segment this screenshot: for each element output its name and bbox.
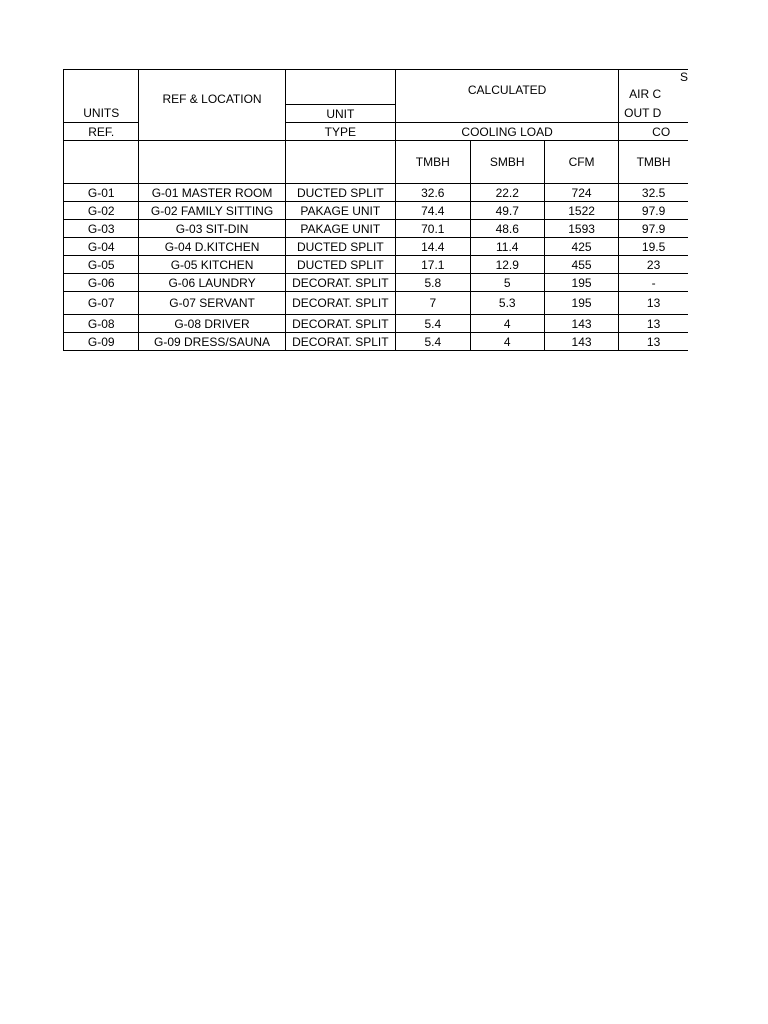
cell-type: DECORAT. SPLIT xyxy=(285,292,395,315)
cell-smbh: 4 xyxy=(470,315,544,333)
cell-tmbh: 74.4 xyxy=(396,202,470,220)
cell-ref: G-05 xyxy=(64,256,139,274)
cell-cfm: 455 xyxy=(544,256,618,274)
cell-tmbh: 7 xyxy=(396,292,470,315)
cell-location: G-08 DRIVER xyxy=(139,315,285,333)
cell-location: G-01 MASTER ROOM xyxy=(139,184,285,202)
header-selected-letter: S xyxy=(679,70,688,85)
cell-cfm: 143 xyxy=(544,315,618,333)
cell-type: PAKAGE UNIT xyxy=(285,202,395,220)
cell-selected-tmbh: - xyxy=(619,274,688,292)
cell-selected-tmbh: 13 xyxy=(619,315,688,333)
cell-tmbh: 5.8 xyxy=(396,274,470,292)
sub-blank-ref xyxy=(64,141,139,184)
cell-ref: G-03 xyxy=(64,220,139,238)
cell-type: DECORAT. SPLIT xyxy=(285,274,395,292)
table-row xyxy=(64,202,689,220)
header-selected-line1: AIR C xyxy=(629,87,662,102)
cell-location: G-03 SIT-DIN xyxy=(139,220,285,238)
sub-col-selected-tmbh: TMBH xyxy=(619,141,688,184)
table-row xyxy=(64,184,689,202)
cell-cfm: 195 xyxy=(544,274,618,292)
cell-selected-tmbh: 13 xyxy=(619,292,688,315)
cell-ref: G-02 xyxy=(64,202,139,220)
header-type: TYPE xyxy=(285,123,395,141)
header-row-top xyxy=(64,70,689,105)
sub-col-cfm: CFM xyxy=(544,141,618,184)
cell-ref: G-06 xyxy=(64,274,139,292)
header-row-sub xyxy=(64,141,689,184)
cell-selected-tmbh: 97.9 xyxy=(619,220,688,238)
cell-cfm: 724 xyxy=(544,184,618,202)
header-calculated: CALCULATED xyxy=(396,70,619,123)
cell-cfm: 143 xyxy=(544,333,618,351)
cell-cfm: 1522 xyxy=(544,202,618,220)
cell-type: DUCTED SPLIT xyxy=(285,256,395,274)
cooling-load-table xyxy=(63,69,688,351)
cell-ref: G-07 xyxy=(64,292,139,315)
cell-cfm: 195 xyxy=(544,292,618,315)
cell-type: DECORAT. SPLIT xyxy=(285,315,395,333)
cell-smbh: 5.3 xyxy=(470,292,544,315)
header-selected-line3: CO xyxy=(619,123,688,141)
header-selected-top xyxy=(619,70,688,105)
cell-tmbh: 17.1 xyxy=(396,256,470,274)
cell-type: DUCTED SPLIT xyxy=(285,238,395,256)
cell-smbh: 11.4 xyxy=(470,238,544,256)
cell-selected-tmbh: 97.9 xyxy=(619,202,688,220)
sub-blank-location xyxy=(139,141,285,184)
cell-tmbh: 70.1 xyxy=(396,220,470,238)
table-row xyxy=(64,292,689,315)
table-row xyxy=(64,315,689,333)
cell-type: PAKAGE UNIT xyxy=(285,220,395,238)
cell-ref: G-09 xyxy=(64,333,139,351)
header-ref-location: REF & LOCATION xyxy=(139,70,285,141)
header-unit: UNIT xyxy=(285,105,395,123)
cell-location: G-09 DRESS/SAUNA xyxy=(139,333,285,351)
cell-location: G-05 KITCHEN xyxy=(139,256,285,274)
table-row xyxy=(64,256,689,274)
table-row xyxy=(64,333,689,351)
cell-smbh: 12.9 xyxy=(470,256,544,274)
sub-col-tmbh: TMBH xyxy=(396,141,470,184)
table-row xyxy=(64,220,689,238)
cell-selected-tmbh: 19.5 xyxy=(619,238,688,256)
cell-type: DUCTED SPLIT xyxy=(285,184,395,202)
header-cooling-load: COOLING LOAD xyxy=(396,123,619,141)
cell-tmbh: 32.6 xyxy=(396,184,470,202)
cell-smbh: 48.6 xyxy=(470,220,544,238)
cell-ref: G-01 xyxy=(64,184,139,202)
sub-col-smbh: SMBH xyxy=(470,141,544,184)
cell-cfm: 1593 xyxy=(544,220,618,238)
header-units-blank xyxy=(64,70,139,105)
cell-location: G-02 FAMILY SITTING xyxy=(139,202,285,220)
cell-selected-tmbh: 32.5 xyxy=(619,184,688,202)
table-row xyxy=(64,238,689,256)
cell-tmbh: 5.4 xyxy=(396,315,470,333)
cell-tmbh: 5.4 xyxy=(396,333,470,351)
cell-type: DECORAT. SPLIT xyxy=(285,333,395,351)
cell-smbh: 22.2 xyxy=(470,184,544,202)
header-ref: REF. xyxy=(64,123,139,141)
cell-ref: G-08 xyxy=(64,315,139,333)
cell-selected-tmbh: 13 xyxy=(619,333,688,351)
cell-smbh: 49.7 xyxy=(470,202,544,220)
header-unit-blank xyxy=(285,70,395,105)
header-units: UNITS xyxy=(64,105,139,123)
cell-location: G-07 SERVANT xyxy=(139,292,285,315)
cell-ref: G-04 xyxy=(64,238,139,256)
cell-cfm: 425 xyxy=(544,238,618,256)
cell-location: G-04 D.KITCHEN xyxy=(139,238,285,256)
sub-blank-type xyxy=(285,141,395,184)
table-row xyxy=(64,274,689,292)
cell-location: G-06 LAUNDRY xyxy=(139,274,285,292)
cell-tmbh: 14.4 xyxy=(396,238,470,256)
cell-smbh: 5 xyxy=(470,274,544,292)
header-selected-line2: OUT D xyxy=(619,105,688,123)
cell-selected-tmbh: 23 xyxy=(619,256,688,274)
cell-smbh: 4 xyxy=(470,333,544,351)
